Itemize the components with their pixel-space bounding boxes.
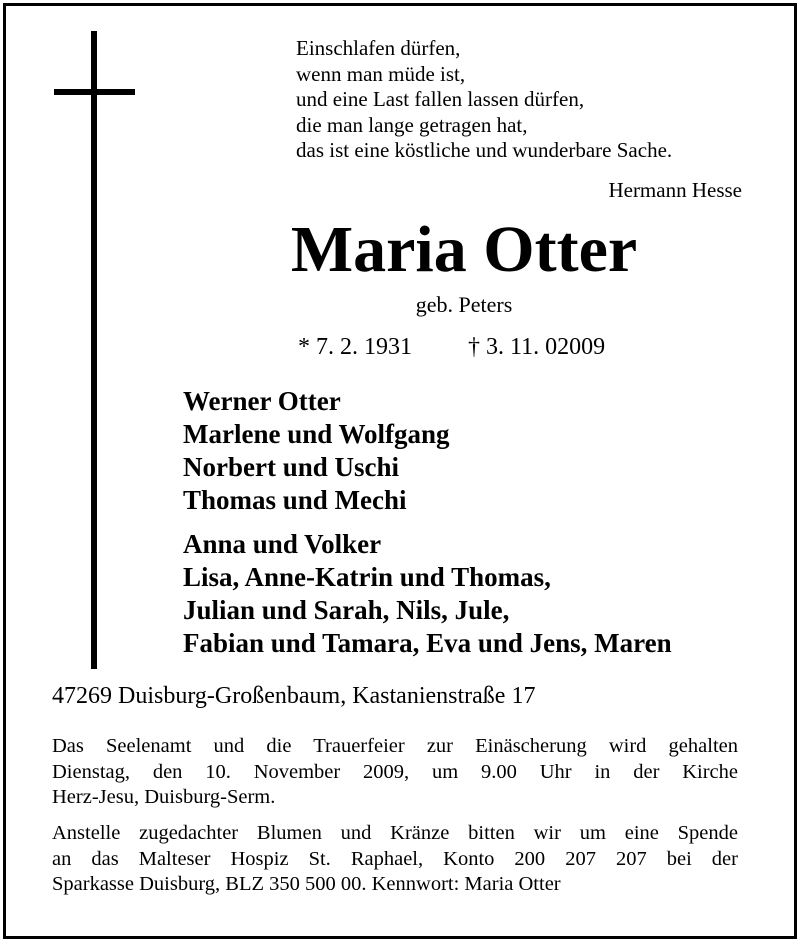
mourner-line: Fabian und Tamara, Eva und Jens, Maren [183, 628, 672, 658]
cross-vertical-bar [91, 31, 97, 669]
birth-date: * 7. 2. 1931 [298, 334, 412, 360]
poem [296, 36, 672, 164]
mourner-line: Julian und Sarah, Nils, Jule, [183, 595, 510, 625]
cross-horizontal-bar [54, 89, 135, 95]
death-date: † 3. 11. 02009 [468, 334, 606, 360]
donation-notice [52, 821, 738, 898]
notice-line: Herz-Jesu, Duisburg-Serm. [52, 786, 276, 808]
notice-line: Sparkasse Duisburg, BLZ 350 500 00. Kennwort: Maria Otter [52, 873, 561, 895]
poem-line: wenn man müde ist, [296, 61, 466, 86]
mourner-line: Norbert und Uschi [183, 452, 400, 482]
poem-line: und eine Last fallen lassen dürfen, [296, 87, 585, 111]
mourners-family [183, 385, 450, 517]
address: 47269 Duisburg-Großenbaum, Kastanienstraße 17 [52, 683, 536, 709]
mourner-line: Werner Otter [183, 386, 341, 416]
poem-line: das ist eine köstliche und wunderbare Sache. [296, 138, 673, 162]
notice-line: an das Malteser Hospiz St. Raphael, Konto 200 207 207 bei der [52, 847, 738, 870]
notice-line: Dienstag, den 10. November 2009, um 9.00 Uhr in der Kirche [52, 760, 738, 783]
notice-line: Das Seelenamt und die Trauerfeier zur Einäscherung wird gehalten [52, 735, 738, 757]
mourner-line: Anna und Volker [183, 529, 382, 559]
poem-line: die man lange getragen hat, [296, 112, 528, 137]
service-notice [52, 734, 738, 811]
birth-name: geb. Peters [415, 292, 513, 317]
poem-line: Einschlafen dürfen, [296, 36, 461, 60]
mourner-line: Lisa, Anne-Katrin und Thomas, [183, 562, 551, 592]
notice-line: Anstelle zugedachter Blumen und Kränze bitten wir um eine Spende [52, 822, 738, 844]
poem-author: Hermann Hesse [608, 178, 742, 202]
mourners-grandchildren [183, 528, 672, 660]
deceased-name: Maria Otter [290, 213, 638, 286]
mourner-line: Thomas und Mechi [183, 485, 407, 515]
mourner-line: Marlene und Wolfgang [183, 419, 450, 449]
